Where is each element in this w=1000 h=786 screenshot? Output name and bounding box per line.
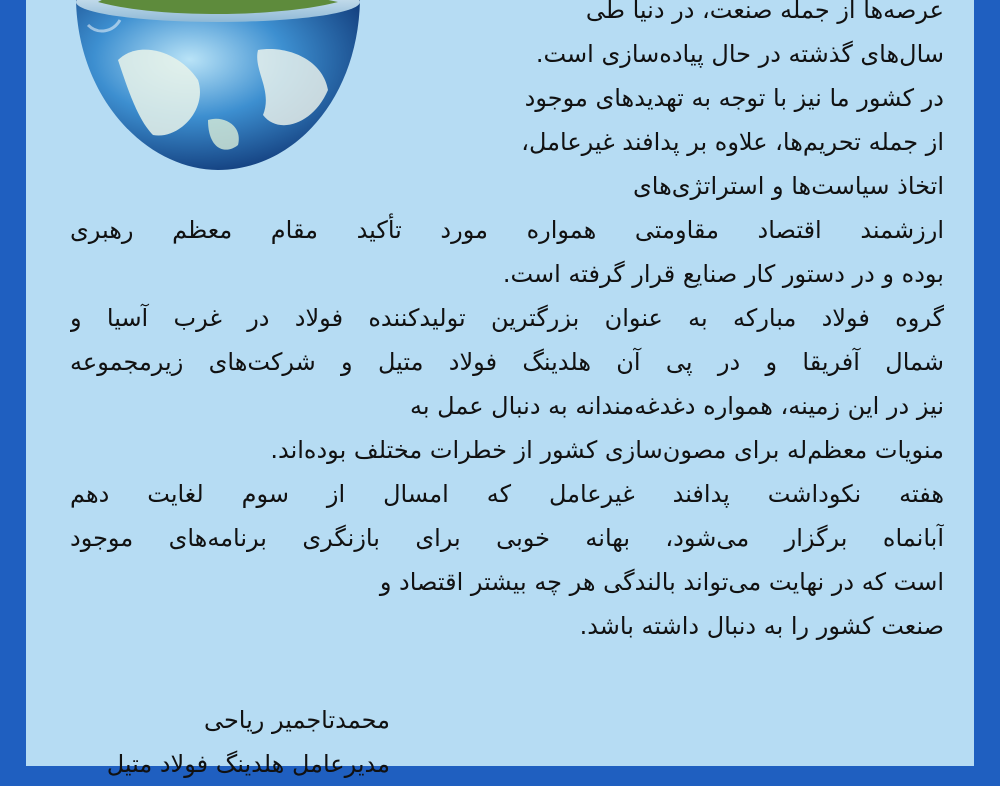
article-body [70, 0, 944, 648]
article-line: اتخاذ سیاست‌ها و استراتژی‌های [632, 172, 944, 200]
article-line: در کشور ما نیز با توجه به تهدیدهای موجود [524, 84, 944, 112]
signature-name: محمدتاجمیر ریاحی [203, 706, 390, 734]
article-line: است که در نهایت می‌تواند بالندگی هر چه بیشتر اقتصاد و [379, 568, 944, 596]
article-line: هفته نکوداشت پدافند غیرعامل که امسال از سوم لغایت دهم [70, 480, 944, 508]
signature [90, 698, 390, 786]
article-line: آبانماه برگزار می‌شود، بهانه خوبی برای بازنگری برنامه‌های موجود [70, 524, 944, 552]
article-line: گروه فولاد مبارکه به عنوان بزرگترین تولیدکننده فولاد در غرب آسیا و [70, 304, 944, 332]
article-line: منویات معظم‌له برای مصون‌سازی کشور از خطرات مختلف بوده‌اند. [270, 436, 944, 464]
article-line: نیز در این زمینه، همواره دغدغه‌مندانه به دنبال عمل به [409, 392, 944, 420]
article-line: ارزشمند اقتصاد مقاومتی همواره مورد تأکید مقام معظم رهبری [70, 216, 944, 244]
article-line: از جمله تحریم‌ها، علاوه بر پدافند غیرعامل، [521, 128, 944, 156]
signature-title: مدیرعامل هلدینگ فولاد متیل [106, 750, 390, 778]
article-line: سال‌های گذشته در حال پیاده‌سازی است. [535, 40, 944, 68]
article-line: شمال آفریقا و در پی آن هلدینگ فولاد متیل و شرکت‌های زیرمجموعه [70, 348, 944, 376]
article-line: عرصه‌ها از جمله صنعت، در دنیا طی [585, 0, 944, 24]
article-line: بوده و در دستور کار صنایع قرار گرفته است. [502, 260, 944, 288]
article-line: صنعت کشور را به دنبال داشته باشد. [579, 612, 944, 640]
